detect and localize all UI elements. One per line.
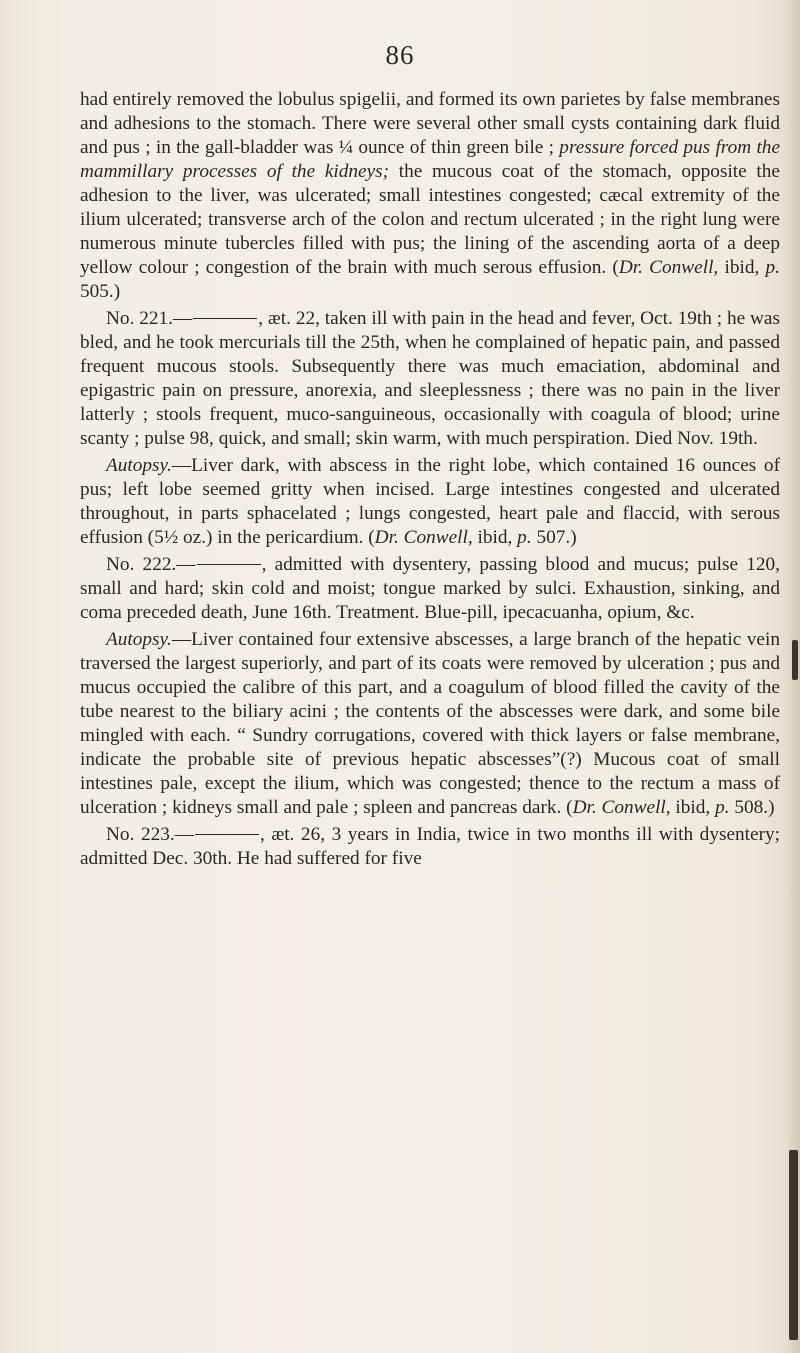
name-blank-rule [197,564,261,565]
autopsy-heading: Autopsy. [106,629,172,650]
citation-author: Dr. Conwell, [618,257,719,278]
text-run: —Liver dark, with abscess in the right lobe, which contained 16 ounces of pus; left lobe seemed gritty when incised. Large intestines congested and ulcerated throughout, in parts sphacelated ; lungs congested, heart pale and flaccid, with serous effusion (5½ oz.) in the pericardium. ( [80,455,780,548]
citation-page-abbrev: p. [715,797,730,818]
italic-run: pressure forced pus from the mammillary processes of the kidneys; [80,137,781,182]
text-run: 507.) [531,527,577,548]
paragraph-case-221-autopsy [80,454,780,550]
text-run: ibid, [670,797,716,818]
page-edge-mark [792,640,798,680]
text-run: the mucous coat of the stomach, opposite the adhesion to the liver, was ulcerated; small intestines congested; cæcal extremity of the ilium ulcerated; transverse arch of the colon and rectum ulcerated ; in the right lung were numerous minute tubercles filled with pus; the lining of the ascending aorta of a deep yellow colour ; congestion of the brain with much serous effusion. ( [80,161,780,278]
citation-author: Dr. Conwell, [374,527,473,548]
citation-author: Dr. Conwell, [572,797,671,818]
name-blank-rule [193,318,257,319]
case-number: No. 221.— [106,308,193,329]
text-run: —Liver contained four extensive abscesses, a large branch of the hepatic vein traversed the largest superiorly, and part of its coats were removed by ulceration ; pus and mucus occupied the calibre of this part, and a coagulum of blood filled the cavity of the tube nearest to the biliary acini ; the contents of the abscesses were dark, and some bile mingled with each. “ Sundry corrugations, covered with thick layers or false membrane, indicate the probable site of previous hepatic abscesses”(?) Mucous coat of small intestines pale, except the ilium, which was congested; thence to the rectum a mass of ulceration ; kidneys small and pale ; spleen and pancreas dark. ( [80,629,780,818]
text-run: , æt. 22, taken ill with pain in the head and fever, Oct. 19th ; he was bled, and he took mercurials till the 25th, when he complained of hepatic pain, and passed frequent mucous stools. Subsequently there was much emaciation, abdominal and epigastric pain on pressure, anorexia, and sleeplessness ; there was no pain in the liver latterly ; stools frequent, muco-sanguineous, occasionally with coagula of blood; urine scanty ; pulse 98, quick, and small; skin warm, with much perspiration. Died Nov. 19th. [80,308,780,449]
page-edge-mark [789,1150,798,1340]
text-run: ibid, [472,527,518,548]
paragraph-case-222 [80,553,780,625]
paragraph-case-220-continued [80,88,780,304]
text-run: 508.) [729,797,775,818]
case-number: No. 223.— [106,824,194,845]
page-number: 86 [385,40,415,70]
text-run: , admitted with dysentery, passing blood and mucus; pulse 120, small and hard; skin cold and moist; tongue marked by sulci. Exhaustion, sinking, and coma preceded death, June 16th. Treatment. Blue-pill, ipecacuanha, opium, &c. [80,554,781,623]
text-run: had entirely removed the lobulus spigelii, and formed its own parietes by false membranes and adhesions to the stomach. There were several other small cysts containing dark fluid and pus ; in the gall-bladder was ¼ ounce of thin green bile ; [80,89,780,158]
case-number: No. 222.— [106,554,196,575]
body-text [80,88,780,874]
citation-page-abbrev: p. [765,257,780,278]
name-blank-rule [195,834,259,835]
text-run: 505.) [80,281,121,302]
autopsy-heading: Autopsy. [106,455,172,476]
citation-page-abbrev: p. [517,527,532,548]
paragraph-case-222-autopsy [80,628,780,820]
text-run: , æt. 26, 3 years in India, twice in two months ill with dysentery; admitted Dec. 30th. He had suffered for five [80,824,781,869]
text-run: ibid, [718,257,766,278]
paragraph-case-223 [80,823,780,871]
paragraph-case-221 [80,307,780,451]
